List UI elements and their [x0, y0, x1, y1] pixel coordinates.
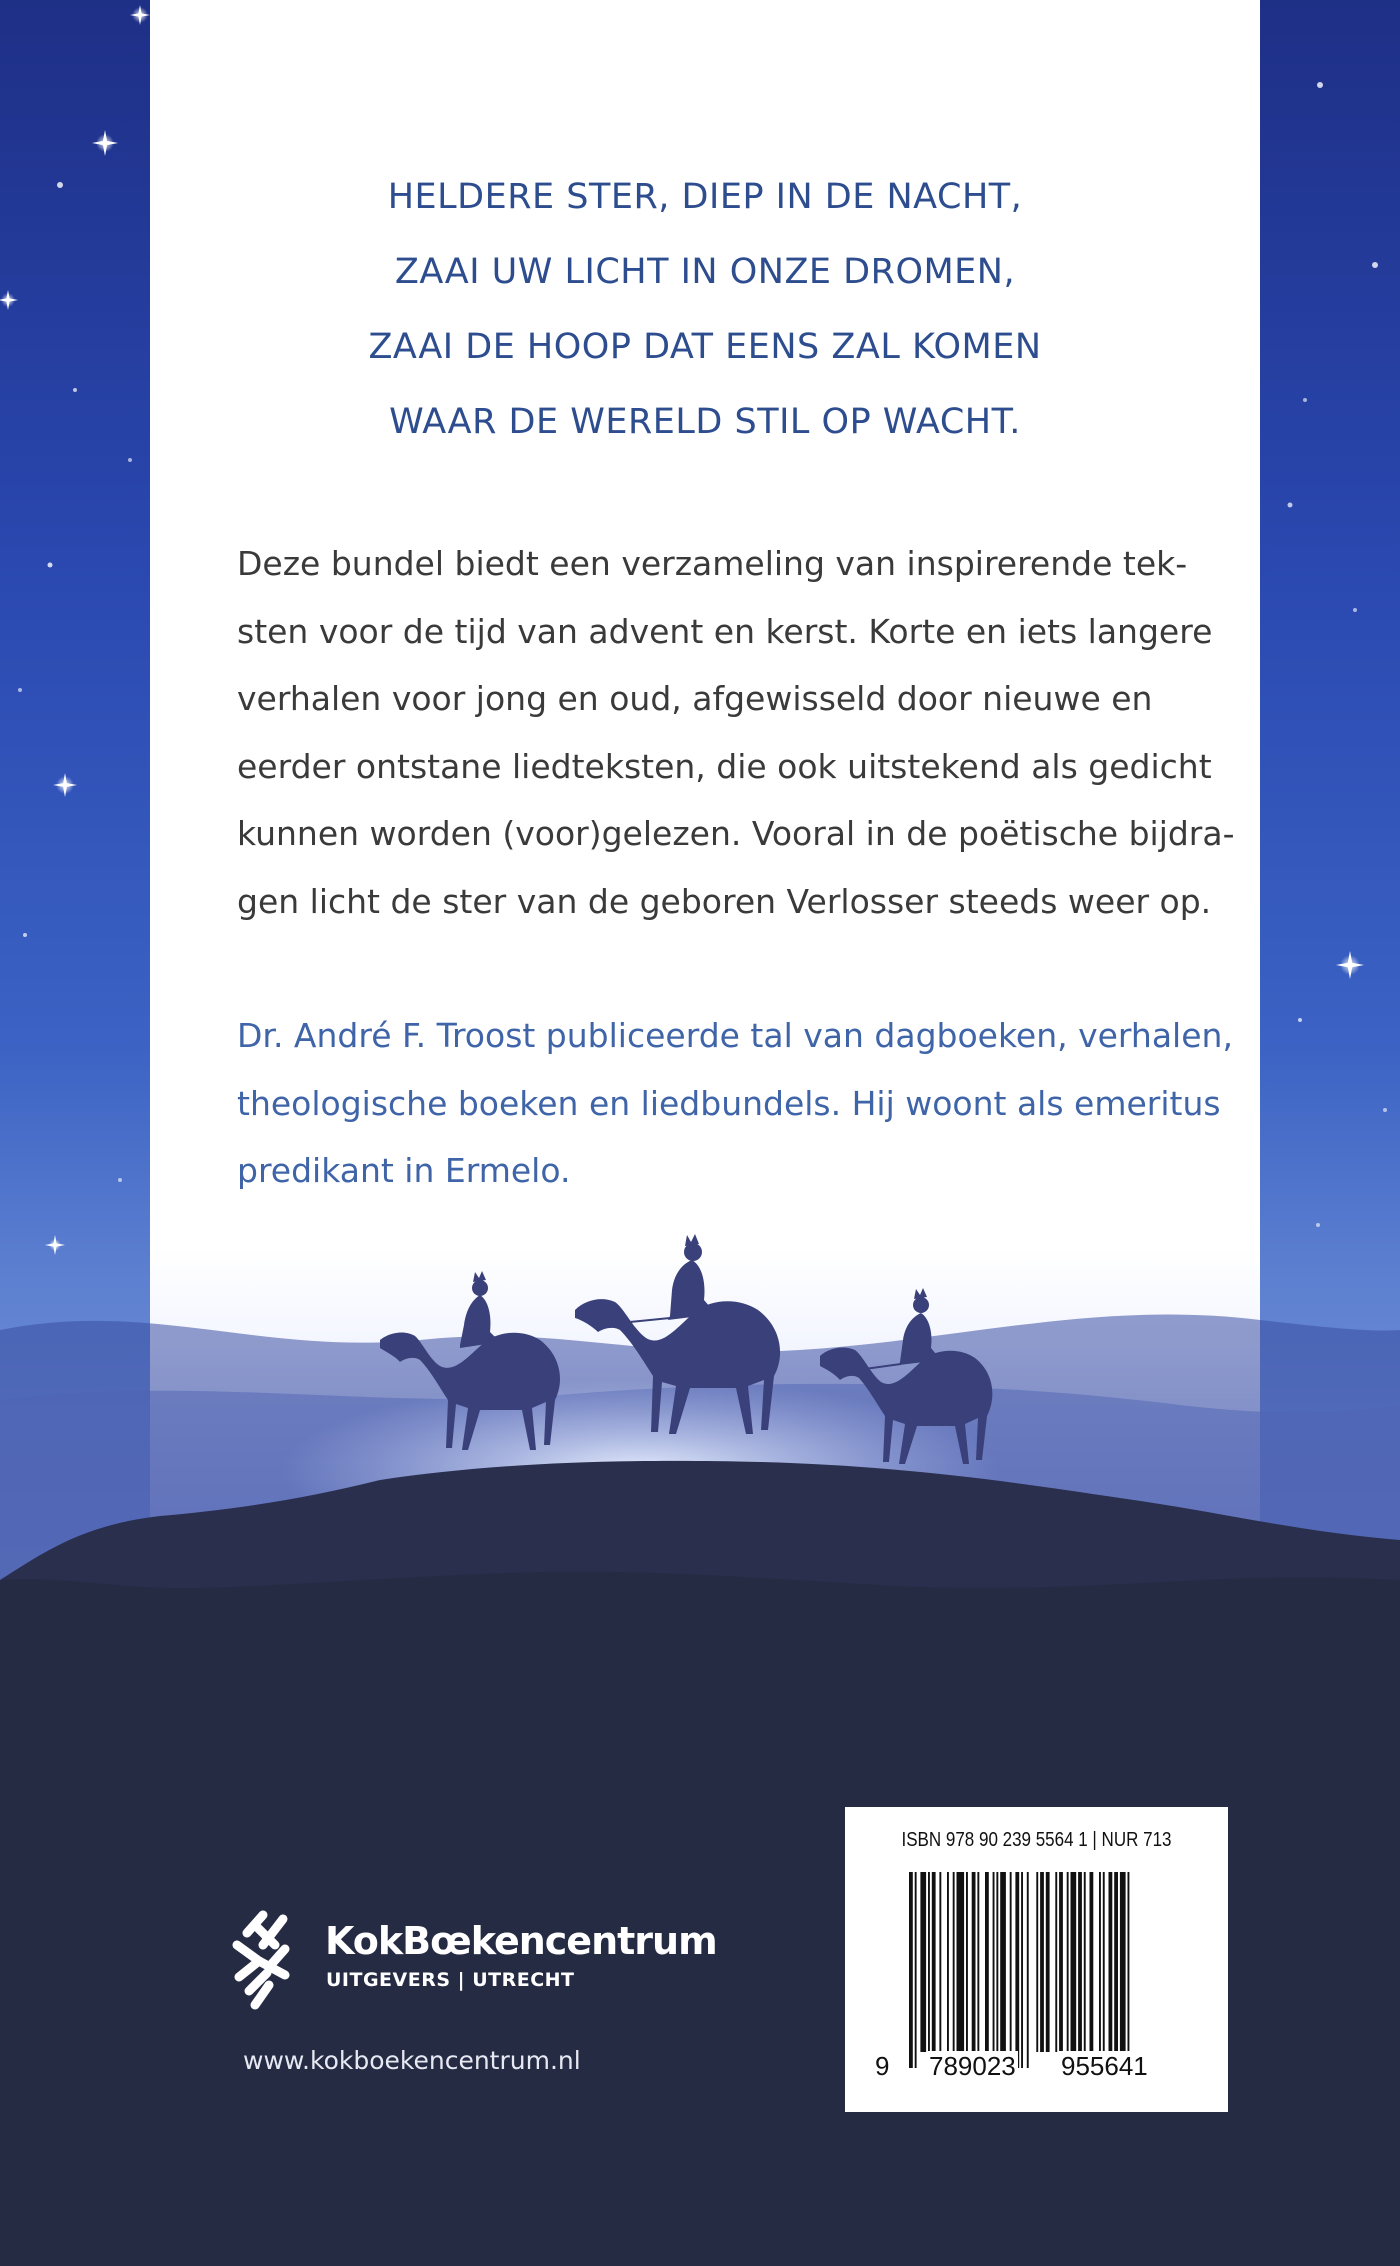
description-line: verhalen voor jong en oud, afgewisseld door nieuwe en: [237, 679, 1153, 718]
poem-line: WAAR DE WERELD STIL OP WACHT.: [389, 402, 1021, 442]
author-bio-line: Dr. André F. Troost publiceerde tal van dagboeken, verhalen,: [237, 1016, 1233, 1055]
barcode-bar: [1059, 1872, 1063, 2052]
barcode-bar: [1000, 1872, 1006, 2052]
book-description: [237, 530, 1235, 935]
barcode-bar: [1040, 1872, 1044, 2052]
barcode-bar: [1109, 1872, 1113, 2052]
author-bio-line: theologische boeken en liedbundels. Hij woont als emeritus: [237, 1083, 1221, 1123]
barcode-bar: [947, 1872, 949, 2052]
barcode-bar: [966, 1872, 968, 2052]
author-bio-line: predikant in Ermelo.: [237, 1151, 571, 1190]
barcode-bar: [928, 1872, 930, 2052]
publisher-logo: [225, 1905, 717, 2015]
poem-line: HELDERE STER, DIEP IN DE NACHT,: [387, 177, 1023, 217]
poem-line: ZAAI DE HOOP DAT EENS ZAL KOMEN: [368, 327, 1042, 367]
description-line: sten voor de tijd van advent en kerst. Korte en iets langere: [237, 611, 1213, 651]
poem-line: ZAAI UW LICHT IN ONZE DROMEN,: [394, 252, 1016, 292]
author-bio: [237, 1002, 1233, 1205]
barcode-bar: [939, 1872, 941, 2052]
barcode-bar: [915, 1872, 917, 2068]
barcode-bar: [953, 1872, 955, 2052]
description-line: gen licht de ster van de geboren Verlosser steeds weer op.: [237, 881, 1212, 921]
publisher-website: www.kokboekencentrum.nl: [243, 2046, 581, 2075]
publisher-name: KokBœkencentrum: [325, 1919, 717, 1963]
barcode-bar: [1036, 1872, 1038, 2052]
ean-barcode: [907, 1872, 1177, 2068]
barcode-digits-left: 789023: [929, 2051, 1016, 2081]
barcode-bar: [909, 1872, 913, 2068]
barcode-bar: [1010, 1872, 1012, 2052]
barcode-bar: [993, 1872, 995, 2052]
barcode-bar: [1120, 1872, 1126, 2052]
barcode-bar: [1084, 1872, 1086, 2052]
barcode-bar: [1128, 1872, 1130, 2068]
barcode-bar: [1114, 1872, 1118, 2052]
barcode-area: [845, 1807, 1228, 2112]
barcode-bar: [932, 1872, 936, 2052]
barcode-bar: [1015, 1872, 1019, 2068]
barcode-bar: [1071, 1872, 1077, 2052]
barcode-bar: [985, 1872, 989, 2052]
publisher-subtitle: UITGEVERS | UTRECHT: [326, 1969, 575, 1991]
barcode-bar: [972, 1872, 976, 2052]
barcode-bar: [1027, 1872, 1029, 2068]
description-line: kunnen worden (voor)gelezen. Vooral in de poëtische bijdra-: [237, 814, 1235, 853]
barcode-bar: [977, 1872, 979, 2052]
barcode-digits-right: 955641: [1061, 2051, 1148, 2081]
barcode-bar: [1067, 1872, 1069, 2052]
barcode-digit-first: 9: [875, 2051, 890, 2081]
isbn-text: ISBN 978 90 239 5564 1 | NUR 713: [901, 1829, 1172, 1851]
barcode-bar: [1099, 1872, 1101, 2052]
description-line: eerder ontstane liedteksten, die ook uitstekend als gedicht: [237, 746, 1212, 786]
barcode-digits: [845, 2051, 1228, 2091]
poem-stanza: [150, 160, 1260, 460]
barcode-bar: [1055, 1872, 1057, 2052]
publisher-mark-icon: [225, 1905, 305, 2015]
description-line: Deze bundel biedt een verzameling van inspirerende tek-: [237, 544, 1188, 583]
barcode-bar: [920, 1872, 926, 2052]
barcode-bar: [957, 1872, 965, 2052]
barcode-bar: [1078, 1872, 1082, 2052]
barcode-bar: [1090, 1872, 1094, 2052]
barcode-bar: [1046, 1872, 1050, 2052]
barcode-bar: [1103, 1872, 1105, 2052]
barcode-bar: [996, 1872, 998, 2052]
barcode-bar: [1021, 1872, 1023, 2068]
